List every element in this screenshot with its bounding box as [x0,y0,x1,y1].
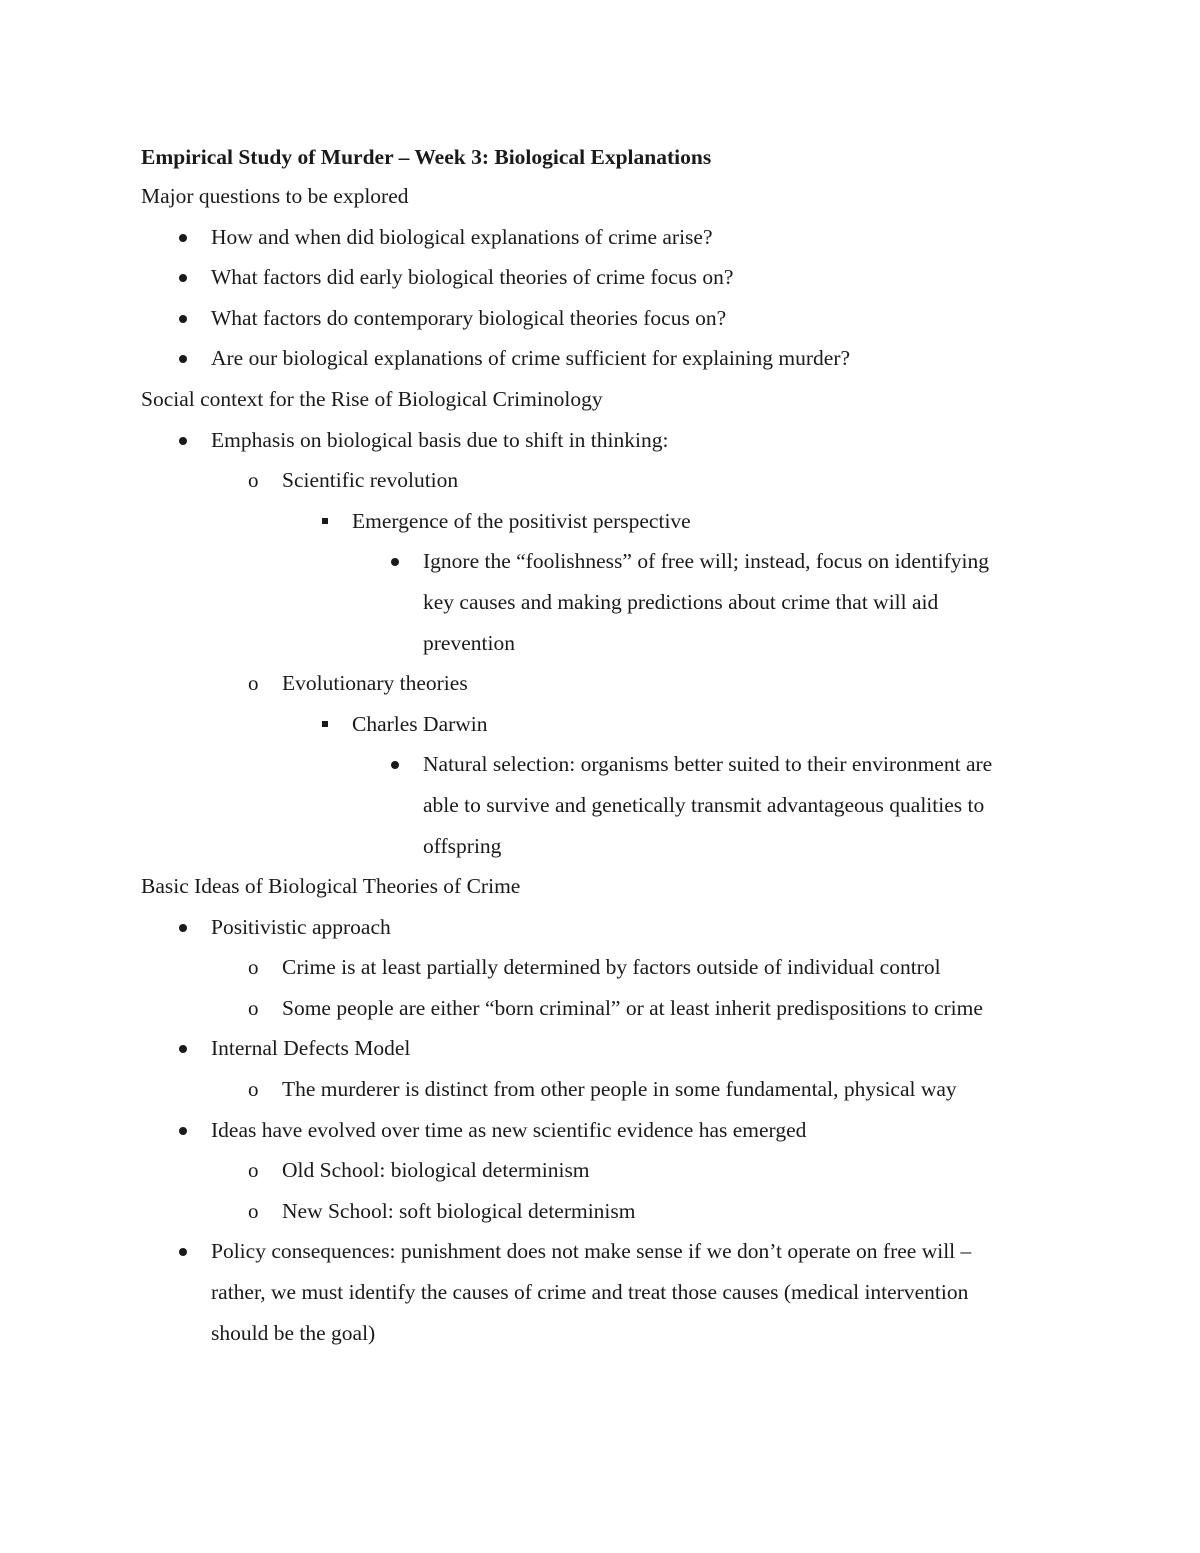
list-item [141,1231,1061,1272]
list-item [141,988,1061,1029]
list-item-continuation: able to survive and genetically transmit advantageous qualities to [423,792,985,817]
list-item-text: What factors did early biological theories of crime focus on? [211,265,734,290]
list-item [141,460,1061,501]
bullet-circle-icon: o [248,1077,259,1102]
list-item-text: Old School: biological determinism [282,1158,590,1183]
list-item-continuation: offspring [423,833,502,858]
bullet-circle-icon: o [248,1198,259,1223]
document-page [141,138,1061,1353]
bullet-circle-icon: o [248,995,259,1020]
list-item [141,217,1061,258]
list-item [141,744,1061,785]
list-item-text: Some people are either “born criminal” or at least inherit predispositions to crime [282,995,983,1020]
list-item-text: Charles Darwin [352,711,488,736]
document-title: Empirical Study of Murder – Week 3: Biological Explanations [141,145,712,169]
list-item-text: Ignore the “foolishness” of free will; instead, focus on identifying [423,549,990,574]
list-item-text: The murderer is distinct from other people in some fundamental, physical way [282,1077,957,1102]
list-item-text: Ideas have evolved over time as new scientific evidence has emerged [211,1117,807,1142]
list-item [141,501,1061,542]
section-heading-basic-ideas: Basic Ideas of Biological Theories of Crime [141,874,521,899]
list-item [141,1191,1061,1232]
list-item [141,1150,1061,1191]
list-item-text: Internal Defects Model [211,1036,411,1061]
list-item-text: Policy consequences: punishment does not make sense if we don’t operate on free will – [211,1239,972,1264]
list-item-text: New School: soft biological determinism [282,1198,636,1223]
list-item-text: Scientific revolution [282,468,459,493]
bullet-circle-icon: o [248,955,259,980]
list-item [141,541,1061,582]
list-item-continuation: should be the goal) [211,1320,376,1345]
list-item-text: Emphasis on biological basis due to shift in thinking: [211,427,669,452]
section-heading-major-questions: Major questions to be explored [141,184,409,208]
bullet-circle-icon: o [248,1158,259,1183]
list-item [141,1028,1061,1069]
list-item [141,1069,1061,1110]
list-item [141,947,1061,988]
list-item-continuation: prevention [423,630,515,655]
list-item [141,907,1061,948]
list-item-text: What factors do contemporary biological theories focus on? [211,305,727,330]
list-item [141,298,1061,339]
list-item-text: Positivistic approach [211,914,391,939]
section-heading-social-context: Social context for the Rise of Biological Criminology [141,386,603,411]
list-item-text: Natural selection: organisms better suited to their environment are [423,752,993,777]
bullet-circle-icon: o [248,468,259,493]
list-item [141,257,1061,298]
list-item [141,663,1061,704]
list-item-text: Are our biological explanations of crime sufficient for explaining murder? [211,346,851,371]
list-item [141,338,1061,379]
list-item-text: Crime is at least partially determined by factors outside of individual control [282,955,941,980]
list-item-continuation: rather, we must identify the causes of crime and treat those causes (medical intervention [211,1280,969,1305]
list-item-text: How and when did biological explanations of crime arise? [211,224,713,249]
list-item [141,1110,1061,1151]
list-item-continuation: key causes and making predictions about crime that will aid [423,589,939,614]
bullet-circle-icon: o [248,671,259,696]
list-item-text: Evolutionary theories [282,671,468,696]
list-item [141,420,1061,461]
list-item [141,704,1061,745]
list-item-text: Emergence of the positivist perspective [352,508,691,533]
